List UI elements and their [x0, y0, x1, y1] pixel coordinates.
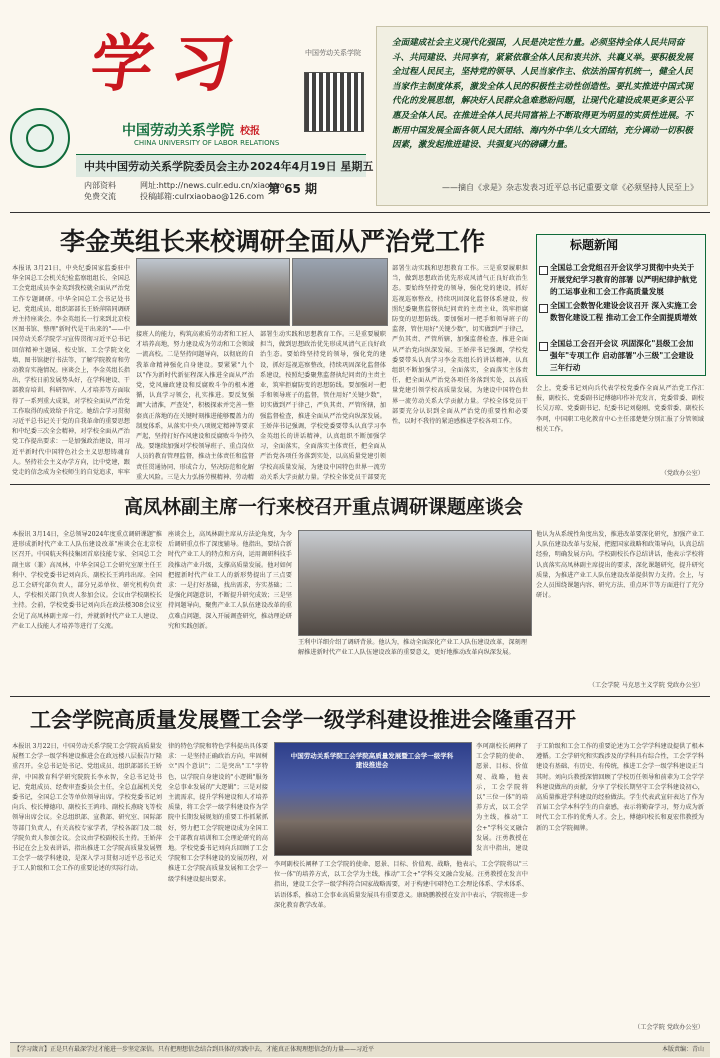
quote-text: 全面建成社会主义现代化强国，人民是决定性力量。必须坚持全体人民共同奋斗、共同建设、共同享有，紧紧依靠全体人民和衷共济、共襄义举。要积极发展全过程人民民主，坚持党的领导、人民当家作主、依法治国有机统一，健全人民当家作主制度体系，激发全体人民的积极性主动性创造性。要扎实推进中国式现代化的发展思想，解决好人民群众急难愁盼问题，让现代化建设成果更多更公平惠及全体人民。在推进全体人民共同富裕上不断取得更为明显的实质性进展。不断用中国发展全面各领人民大团结、海内外中华儿女大团结，充分调动一切积极因素，激发起推进建设、共强复兴的磅礴力量。: [392, 38, 693, 151]
issue-number: 第 65 期: [268, 182, 318, 196]
article2-photo: [298, 530, 532, 636]
article3-col3: 李珂副校长阐释了工会学院的使命、愿景、目标、价值观、战略，他表示，工会学院将以"三位一体"的培养方式，以工会学为主线，推动"工会+"学科交叉融合发展。汪勇教授在发言中指出，建设工会学一级学科符合国家战略需要，对于构建中国特色工会理论体系、学术体系、话语体系，推动工会事业高质量发展具有重要意义。康晓鹏教授在发言中表示，学院将进一步深化教育教学改革。: [274, 861, 528, 909]
checkbox-icon: [539, 304, 548, 313]
footer-bar: [10, 1042, 710, 1057]
footer-motto: 【学习箴言】正是只有最深学过才能进一步坚定深信。只有把理想信念结合到具体的实践中去，才能真正体现理想信念的力量——习近平: [14, 1046, 375, 1053]
article1-col2: 接班人的能力，构筑高素质劳动者和工匠人才培养高地，努力建设成为劳动和工会领域一流高校。二是坚持问题导向，以彻底的自我革命精神强化自身建设。要紧紧"九个以"作为新时代新征程深入推进全面从严治党，党风廉政建设和反腐败斗争的根本遵循，认真学习领会，扎实推进。要反复强调"大清淮，严查处"，积极探索并完善一整套真正落地的在关键时刻推进能够覆盖力的制度体系，从落实中央八项规定精神等要求严起，坚持打好作风建设和反腐败斗争持久战。要继续加强对学校领导班子、重点岗位人员的教育管理监督，推动主体责任和监督责任贯通协同、形成合力，坚决防范和化解重大风险。三是大力弘扬劳模精神、劳动精: [136, 331, 254, 480]
article3-col3-side: 李珂副校长阐释了工会学院的使命、愿景、目标、价值观、战略，他表示，工会学院将以"三位一体"的培养方式，以工会学为主线，推动"工会+"学科交叉融合发展。汪勇教授在发言中指出，建设: [476, 743, 528, 853]
news-item[interactable]: 全国总工会召开会议 巩固深化"县级工会加强年"专项工作 启动部署"小三级"工会建设三年行动: [550, 339, 694, 372]
article3-col2: 律的特色学院和特色学科提出具体要求：一是坚持正确政治方向，牢固树立"四个意识"；二是突出"工"字特色，以学院自身建设的"小逻辑"服务全总事业发展的"大逻辑"；三是对接主流需求，提升学科建设和人才培养质量，将工会学一级学科建设作为学院中长期发展规划的重要工作抓紧抓好，努力把工会学院建设成为全国工会干部教育培训和工会理论研究的高地。学校党委书记刘向兵回顾了工会学院和工会学科建设的发展历程，对推进工会学院高质量发展和工会学一级学科建设提出要求。: [168, 743, 268, 883]
email-link[interactable]: 投稿邮箱:culrxiaobao@126.com: [140, 192, 264, 201]
divider: [10, 696, 710, 697]
news-item[interactable]: 全国总工会党组召开会议学习贯彻中央关于开展党纪学习教育的部署 以严明纪律护航党的工运事业和工会工作高质量发展: [550, 263, 697, 296]
article2-col2: 座谈会上，高凤林副主席从方法论角度，为今后调研重点作了深度辅导。他指出，要结合新时代产业工人的特点和方向，运用调研科技手段推动产业升级，支撑高质量发展。他对如何把握新时代产业工人的新形势提出了三点要求：一是打好基础，找出需求，夯实基础；二是强化问题意识，不断提升研究成效；三是坚持问题导向，聚焦产业工人队伍建设改革的重点难点问题，深入开展调查研究，推动理论研究和实践创新。: [168, 531, 292, 630]
university-name-cn: 中国劳动关系学院: [122, 123, 234, 139]
article3-credit: （工会学院 党政办公室）: [633, 1024, 704, 1031]
checkbox-icon: [539, 342, 548, 351]
article2-col1: 本报讯 3月14日，全总领导2024年度重点调研课题"推进形成新时代产业工人队伍建设改革"座谈会在北京校区召开。中国航天科技集团首席技能专家、全国总工会副主席（兼）高凤林，中华全国总工会研究室原主任王利中、学校党委书记刘向兵、副校长王鸿玮出席。全国总工会研究部负责人，部分兄弟单位、研究机构负责人，学校相关部门负责人参加会议。会议由学校副校长主持。会前，学校党委书记刘向兵在政法楼308会议室会见了高凤林副主席一行，并就新时代产业工人建设、产业工人技能人才培养等进行了交流。: [12, 531, 162, 630]
headline-news-title: 标题新闻: [570, 238, 619, 252]
qr-code-icon[interactable]: [304, 72, 364, 132]
qr-label: 中国劳动关系学院: [305, 49, 361, 57]
article2-col4: 他认为从系统性角度出发，推进改革要深化研究，加强产业工人队伍建设改革与发展，把握国家战略和政策导向，认真总结经验，明确发展方向。学校副校长作总结讲话，他表示学校将认真落实高凤林副主席提出的要求，深化课题研究，提升研究质量，为推进产业工人队伍建设改革提供智力支持。会上，与会人员围绕课题内容、研究方法、重点环节等方面进行了充分研讨。: [536, 531, 704, 600]
article2-credit: （工会学院 马克思主义学院 党政办公室）: [588, 682, 704, 689]
article1-credit: （党政办公室）: [660, 470, 704, 477]
xiaobao-label: 校报: [240, 126, 260, 137]
masthead-title: 学习: [86, 27, 257, 100]
divider: [10, 484, 710, 485]
article1-col2b: 部署生动实践和思想教育工作。三是重要履职担当，做到思想政治优先形成风清气正良好政治生态。要始终坚持党的领导，强化党的建设，抓好巡视巡察整改，持续巩固深化监督体系建设，按照纪委聚焦监督执纪问责的主责主业，筑牢拒腐防变的思想防线。要加强对一把手和领导班子的监督，管住用好"关键少数"，切实做到严于律己，严负其责、严管所辖，加强监督检查，推进全面从严治党向纵深发展。王娇萍书记强调，学校党委要带头认真学习李金英组长的讲话精神，认真组织不断加强学习，全面落实，全面落实主体责任，把全面从严治党各项任务落到实处，以高质量党建引领学校高质量发展，为建设中国特色世界一流劳动关系大学贡献力量。学校全体党员干部要充: [260, 331, 386, 480]
university-emblem-icon: [10, 108, 70, 168]
article1-photo-left: [136, 258, 290, 326]
article3-col1: 本报讯 3月22日，中国劳动关系学院工会学院高质量发展暨工会学一级学科建设推进会在政远楼八层报告厅隆重召开。全总书记处书记、党组成员、组织部部长王娇萍，中国教育科学研究院院长李永智，全总书记处书记、党组成员、经费审查委员会主任，全总直属机关党委书记，全国总工会等单位领导出席。学校党委书记刘向兵、校长傅德印、副校长王鸿玮、副校长燕晓飞等校领导出席会议。全总组织部、宣教部、研究室、国际部等部门负责人，有关高校专家学者，学校各部门及二级学院负责人参加会议。会议由学校副校长主持。王娇萍书记在会上发表讲话，指出推进工会学院高质量发展暨工会学一级学科建设，是深入学习贯彻习近平总书记关于工人阶级和工会工作的重要论述的实际行动。: [12, 743, 162, 873]
article2-caption: 王利中详细介绍了调研背景。他认为，推动全面深化产业工人队伍建设改革，深刻理解推进新时代产业工人队伍建设改革的重要意义，更好地推动改革向纵深发展。: [298, 639, 527, 656]
article1-col1: 本报讯 3月21日，中央纪委国家监委驻中华全国总工会机关纪检监察组组长、全国总工会党组成员李金英到我校就全面从严治党工作专题调研。中华全国总工会书记处书记、党组成员、组织部部长王娇萍陪同调研并主持座谈会。李金英组长一行来到北京校区图书馆、整理"新时代是干出来的"——中国劳动关系学院学习宣传贯彻习近平总书记回信精神主题展、校史馆、工会学院文化墙、图书馆捷行书法等，了解学院教育和劳动教育实施情况。座谈会上，李金英组长指出，学校日前发展势头好，在学科建设、干部教育培训、科研智库、人才培养等方面取得了一系列重大成果，对学校全面从严治党工作取得的成效给予肯定。她结合学习贯彻习近平总书记关于党的自我革命的重要思想和中纪委三次全会精神，对学校全面从严治党工作提出要求：一是加强政治建设，用习近平新时代中国特色社会主义思想铸魂育人。坚持社会主义办学方向，比中党建，跟党走的信念成为全校师生的自觉追求，牢牢: [12, 265, 130, 477]
news-item[interactable]: 全国工会数智化建设会议召开 深入实施工会数智化建设工程 推动工会工作全面提质增效: [550, 301, 697, 322]
free-label: 免费交流: [84, 192, 116, 201]
divider: [10, 212, 710, 213]
internal-label: 内部资料: [84, 181, 116, 190]
checkbox-icon: [539, 266, 548, 275]
article1-col4: 会上，党委书记刘向兵代表学校党委作全面从严治党工作汇报，副校长、党委副书记傅德印作补充发言，党委常委、副校长吴万琼、党委副书记、纪委书记刘稳刚，党委常委、副校长李珂，中国职工电化教育中心主任邵楚楚分别汇报了分管领域相关工作。: [536, 385, 704, 433]
article2-headline[interactable]: 高凤林副主席一行来校召开重点调研课题座谈会: [124, 496, 524, 518]
article1-photo-right: [292, 258, 388, 326]
issue-date: 2024年4月19日 星期五: [250, 160, 374, 173]
article1-col3: 部署生动实践和思想教育工作。三是重要履职担当，做到思想政治优先形成风清气正良好政治生态。要始终坚持党的领导，强化党的建设，抓好巡视巡察整改，持续巩固深化监督体系建设，按照纪委聚焦监督执纪问责的主责主业，筑牢拒腐防变的思想防线。要加强对一把手和领导班子的监督，管住用好"关键少数"，切实做到严于律己，严负其责、严管所辖，加强监督检查，推进全面从严治党向纵深发展。王娇萍书记强调，学校党委要带头认真学习李金英组长的讲话精神，认真组织不断加强学习，全面落实，全面落实主体责任，把全面从严治党各项任务落到实处，以高质量党建引领学校高质量发展，为建设中国特色世界一流劳动关系大学贡献力量。学校全体党员干部要充分认识到全面从严治党的重要性和必要性，以时不我待的紧迫感推进学校各项工作。: [392, 265, 528, 426]
article3-photo-banner: 中国劳动关系学院工会学院高质量发展暨工会学一级学科建设推进会: [290, 752, 454, 769]
university-name-en: CHINA UNIVERSITY OF LABOR RELATIONS: [134, 139, 280, 147]
quote-source: ——摘自《求是》杂志发表习近平总书记重要文章《必须坚持人民至上》: [442, 183, 698, 192]
footer-editor: 本版责编：青山: [661, 1046, 704, 1053]
website-link[interactable]: 网址:http://news.culr.edu.cn/xiaobao: [140, 181, 285, 190]
article3-headline[interactable]: 工会学院高质量发展暨工会学一级学科建设推进会隆重召开: [30, 708, 576, 732]
article1-headline[interactable]: 李金英组长来校调研全面从严治党工作: [60, 227, 486, 256]
article3-col4: 于工阶级和工会工作的重要论述为工会学学科建设提供了根本遵循。工会学研究和实践涉及的学科具有综合性，工会学学科建设有基础、有历史、有传统，推进工会学一级学科建设正当其时。刘向兵教授深情回顾了学校历任领导和前辈为工会学学科建设做出的贡献，分享了学校长期坚守工会学科建设初心，高质量推进学科建设的经验做法。学生代表武宣轩表达了作为首届工会学本科学生的自豪感，表示将勤奋学习，努力成为新时代工会工作的优秀人才。会上，傅德印校长和夏宏伟教授为新的工会学院揭牌。: [536, 743, 704, 832]
sponsor-line: 中共中国劳动关系学院委员会主办: [84, 160, 249, 173]
